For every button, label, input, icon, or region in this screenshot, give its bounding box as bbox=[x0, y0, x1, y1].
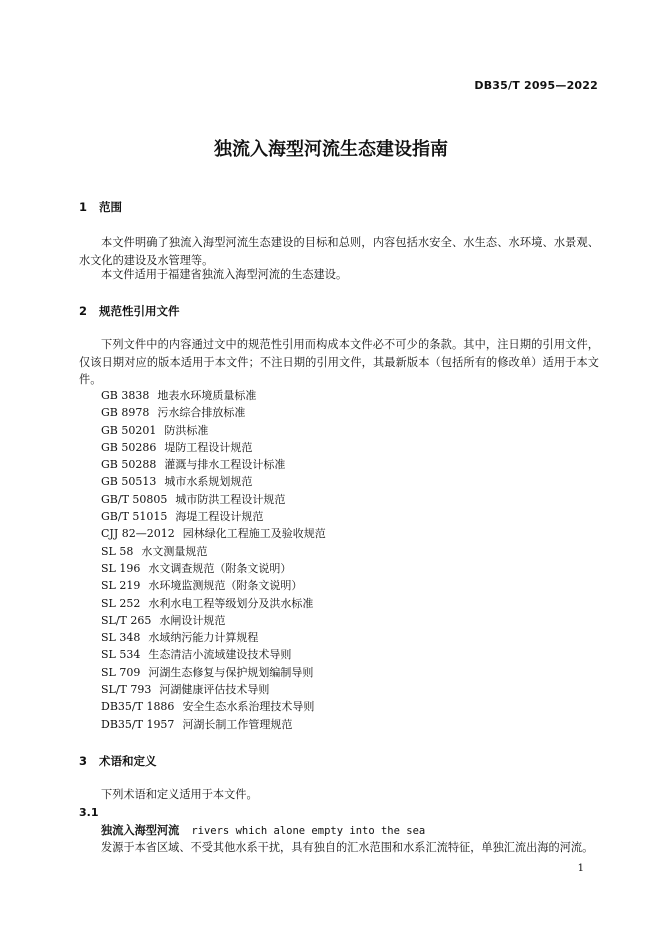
reference-title: 水利水电工程等级划分及洪水标准 bbox=[148, 596, 314, 610]
reference-title: 水文调查规范（附条文说明） bbox=[148, 561, 292, 575]
reference-title: 城市防洪工程设计规范 bbox=[175, 492, 286, 506]
reference-item bbox=[101, 577, 326, 594]
reference-code: GB/T 51015 bbox=[101, 510, 168, 524]
section-title: 术语和定义 bbox=[99, 754, 157, 768]
references-intro: 下列文件中的内容通过文中的规范性引用而构成本文件必不可少的条款。其中，注日期的引用文件，仅该日期对应的版本适用于本文件；不注日期的引用文件，其最新版本（包括所有的修改单）适用于本文件。 bbox=[79, 338, 599, 386]
reference-code: GB/T 50805 bbox=[101, 492, 168, 506]
reference-item bbox=[101, 716, 326, 733]
reference-title: 水闸设计规范 bbox=[159, 613, 226, 627]
reference-code: DB35/T 1957 bbox=[101, 717, 175, 731]
section-2-heading bbox=[79, 303, 180, 319]
reference-code: SL 196 bbox=[101, 561, 141, 575]
reference-item bbox=[101, 422, 326, 439]
reference-title: 防洪标准 bbox=[164, 423, 209, 437]
term-number: 3.1 bbox=[79, 806, 99, 819]
page-number: 1 bbox=[577, 863, 584, 874]
reference-code: GB 50288 bbox=[101, 458, 157, 472]
reference-item bbox=[101, 404, 326, 421]
reference-item bbox=[101, 525, 326, 542]
reference-item bbox=[101, 560, 326, 577]
reference-code: GB 50513 bbox=[101, 475, 157, 489]
reference-title: 海堤工程设计规范 bbox=[175, 510, 264, 524]
reference-code: CJJ 82—2012 bbox=[101, 527, 175, 541]
reference-item bbox=[101, 456, 326, 473]
reference-title: 水文测量规范 bbox=[141, 544, 208, 558]
reference-code: GB 50201 bbox=[101, 423, 157, 437]
reference-code: SL/T 265 bbox=[101, 613, 152, 627]
reference-title: 堤防工程设计规范 bbox=[164, 440, 253, 454]
reference-item bbox=[101, 491, 326, 508]
section-number: 3 bbox=[79, 754, 88, 768]
reference-item bbox=[101, 646, 326, 663]
scope-paragraph-1: 本文件明确了独流入海型河流生态建设的目标和总则，内容包括水安全、水生态、水环境、水景观、水文化的建设及水管理等。 bbox=[79, 236, 599, 267]
reference-title: 水环境监测规范（附条文说明） bbox=[148, 579, 303, 593]
reference-item bbox=[101, 473, 326, 490]
reference-item bbox=[101, 681, 326, 698]
reference-code: SL/T 793 bbox=[101, 683, 152, 697]
reference-item bbox=[101, 629, 326, 646]
term-chinese: 独流入海型河流 bbox=[101, 824, 180, 837]
reference-item bbox=[101, 664, 326, 681]
reference-title: 生态清洁小流域建设技术导则 bbox=[148, 648, 292, 662]
reference-code: GB 50286 bbox=[101, 440, 157, 454]
reference-title: 河湖长制工作管理规范 bbox=[182, 717, 293, 731]
reference-code: SL 348 bbox=[101, 631, 141, 645]
section-1-heading bbox=[79, 199, 122, 215]
term-english: rivers which alone empty into the sea bbox=[191, 825, 426, 837]
reference-title: 污水综合排放标准 bbox=[157, 406, 246, 420]
reference-code: SL 58 bbox=[101, 544, 134, 558]
document-title: 独流入海型河流生态建设指南 bbox=[214, 139, 448, 160]
reference-code: SL 709 bbox=[101, 665, 141, 679]
reference-item bbox=[101, 595, 326, 612]
reference-item bbox=[101, 387, 326, 404]
section-number: 1 bbox=[79, 200, 88, 214]
reference-list bbox=[101, 387, 326, 733]
reference-item bbox=[101, 508, 326, 525]
scope-paragraph-2: 本文件适用于福建省独流入海型河流的生态建设。 bbox=[101, 268, 348, 281]
reference-item bbox=[101, 612, 326, 629]
section-3-heading bbox=[79, 753, 157, 769]
reference-code: GB 8978 bbox=[101, 406, 150, 420]
term-entry bbox=[101, 822, 425, 838]
section-title: 规范性引用文件 bbox=[99, 304, 180, 318]
reference-code: GB 3838 bbox=[101, 389, 150, 402]
reference-item bbox=[101, 543, 326, 560]
reference-title: 安全生态水系治理技术导则 bbox=[182, 700, 315, 714]
reference-code: SL 252 bbox=[101, 596, 141, 610]
reference-title: 河湖生态修复与保护规划编制导则 bbox=[148, 665, 314, 679]
reference-code: SL 219 bbox=[101, 579, 141, 593]
term-definition: 发源于本省区域、不受其他水系干扰，具有独自的汇水范围和水系汇流特征，单独汇流出海的河流。 bbox=[101, 841, 594, 854]
reference-title: 城市水系规划规范 bbox=[164, 475, 253, 489]
reference-title: 园林绿化工程施工及验收规范 bbox=[182, 527, 326, 541]
section-title: 范围 bbox=[99, 200, 122, 214]
reference-code: DB35/T 1886 bbox=[101, 700, 175, 714]
terms-intro: 下列术语和定义适用于本文件。 bbox=[101, 788, 258, 801]
standard-code: DB35/T 2095—2022 bbox=[474, 79, 598, 92]
reference-item bbox=[101, 439, 326, 456]
reference-title: 水域纳污能力计算规程 bbox=[148, 631, 259, 645]
reference-title: 灌溉与排水工程设计标准 bbox=[164, 458, 286, 472]
reference-title: 河湖健康评估技术导则 bbox=[159, 683, 270, 697]
section-number: 2 bbox=[79, 304, 88, 318]
reference-item bbox=[101, 698, 326, 715]
reference-title: 地表水环境质量标准 bbox=[157, 389, 257, 402]
reference-code: SL 534 bbox=[101, 648, 141, 662]
